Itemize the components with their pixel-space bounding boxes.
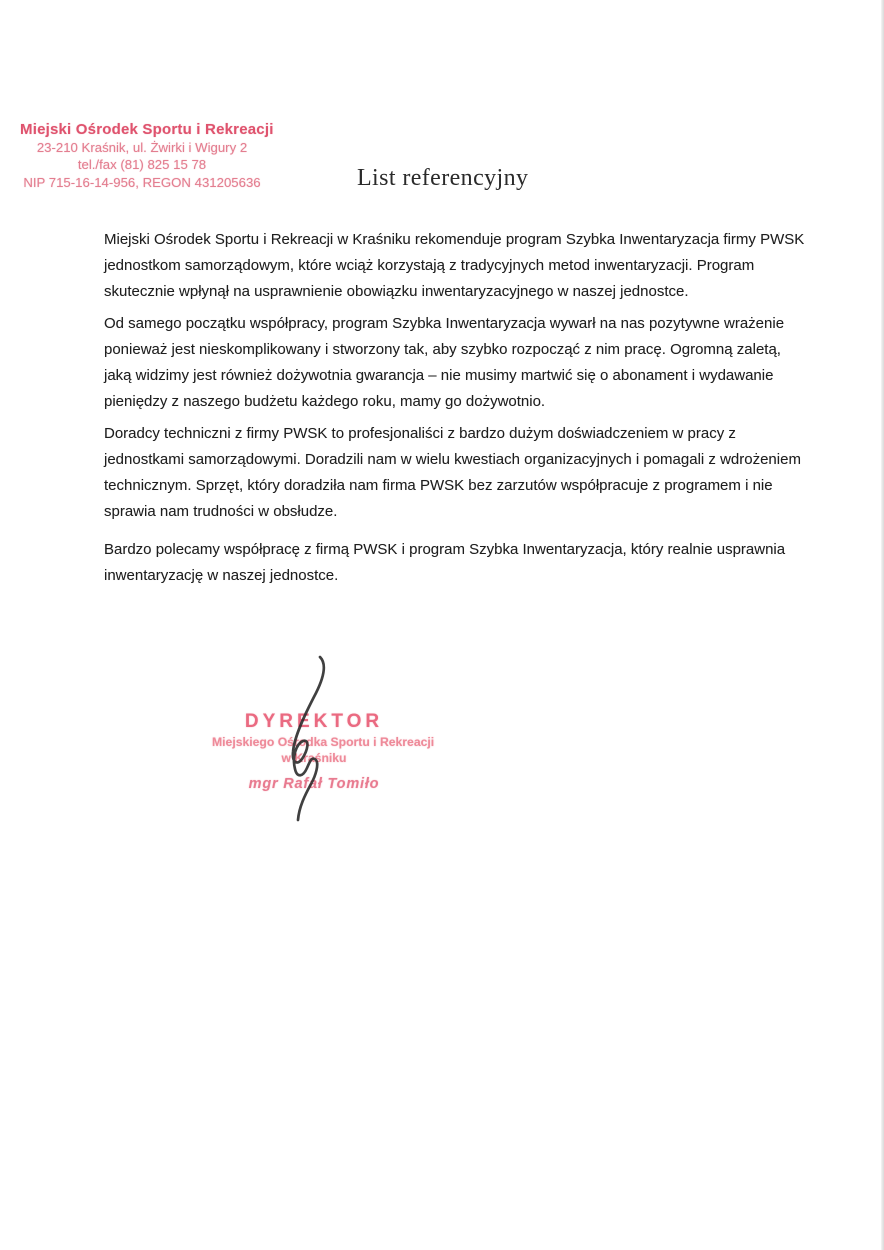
stamp-org-line: Miejskiego Ośrodka Sportu i Rekreacji: [212, 735, 435, 749]
paragraph-closing: Bardzo polecamy współpracę z firmą PWSK i program Szybka Inwentaryzacja, który realnie usprawnia inwentaryzację w naszej jednostce.: [104, 541, 786, 584]
stamp-signer-name: mgr Rafał Tomiło: [248, 776, 380, 792]
stamp-title: DYREKTOR: [244, 711, 384, 732]
paragraph-first-impressions: Od samego początku współpracy, program Szybka Inwentaryzacja wywarł na nas pozytywne wrażenie ponieważ jest nieskomplikowany i stworzony tak, aby szybko rozpocząć z nim pracę. Ogromną zaletą, jaką widzimy jest również dożywotnia gwarancja – nie musimy martwić się o abonament i wydawanie pieniędzy z naszego budżetu każdego roku, mamy go dożywotnio.: [104, 315, 785, 410]
paragraph-technical-advisors: Doradcy techniczni z firmy PWSK to profesjonaliści z bardzo dużym doświadczeniem w pracy z jednostkami samorządowymi. Doradzili nam w wielu kwestiach organizacyjnych i pomagali z wdrożeniem technicznym. Sprzęt, który doradziła nam firma PWSK bez zarzutów współpracuje z programem i nie sprawia nam trudności w obsłudze.: [104, 425, 801, 520]
letterhead-nip-regon: NIP 715-16-14-956, REGON 431205636: [23, 174, 261, 190]
letterhead-address: 23-210 Kraśnik, ul. Żwirki i Wigury 2: [36, 139, 248, 155]
handwritten-signature-icon: [272, 653, 334, 825]
paragraph-recommendation: Miejski Ośrodek Sportu i Rekreacji w Kraśniku rekomenduje program Szybka Inwentaryzacja firmy PWSK jednostkom samorządowym, które wciąż korzystają z tradycyjnych metod inwentaryzacji. Program skutecznie wpłynął na usprawnienie obowiązku inwentaryzacyjnego w naszej jednostce.: [104, 231, 805, 300]
letterhead-stamp: [20, 121, 274, 191]
letterhead-phone-fax: tel./fax (81) 825 15 78: [77, 157, 207, 173]
stamp-city-line: w Kraśniku: [281, 751, 347, 765]
page-title: List referencyjny: [357, 165, 529, 191]
letter-body: [104, 227, 806, 595]
letterhead-org-name: Miejski Ośrodek Sportu i Rekreacji: [20, 121, 274, 138]
